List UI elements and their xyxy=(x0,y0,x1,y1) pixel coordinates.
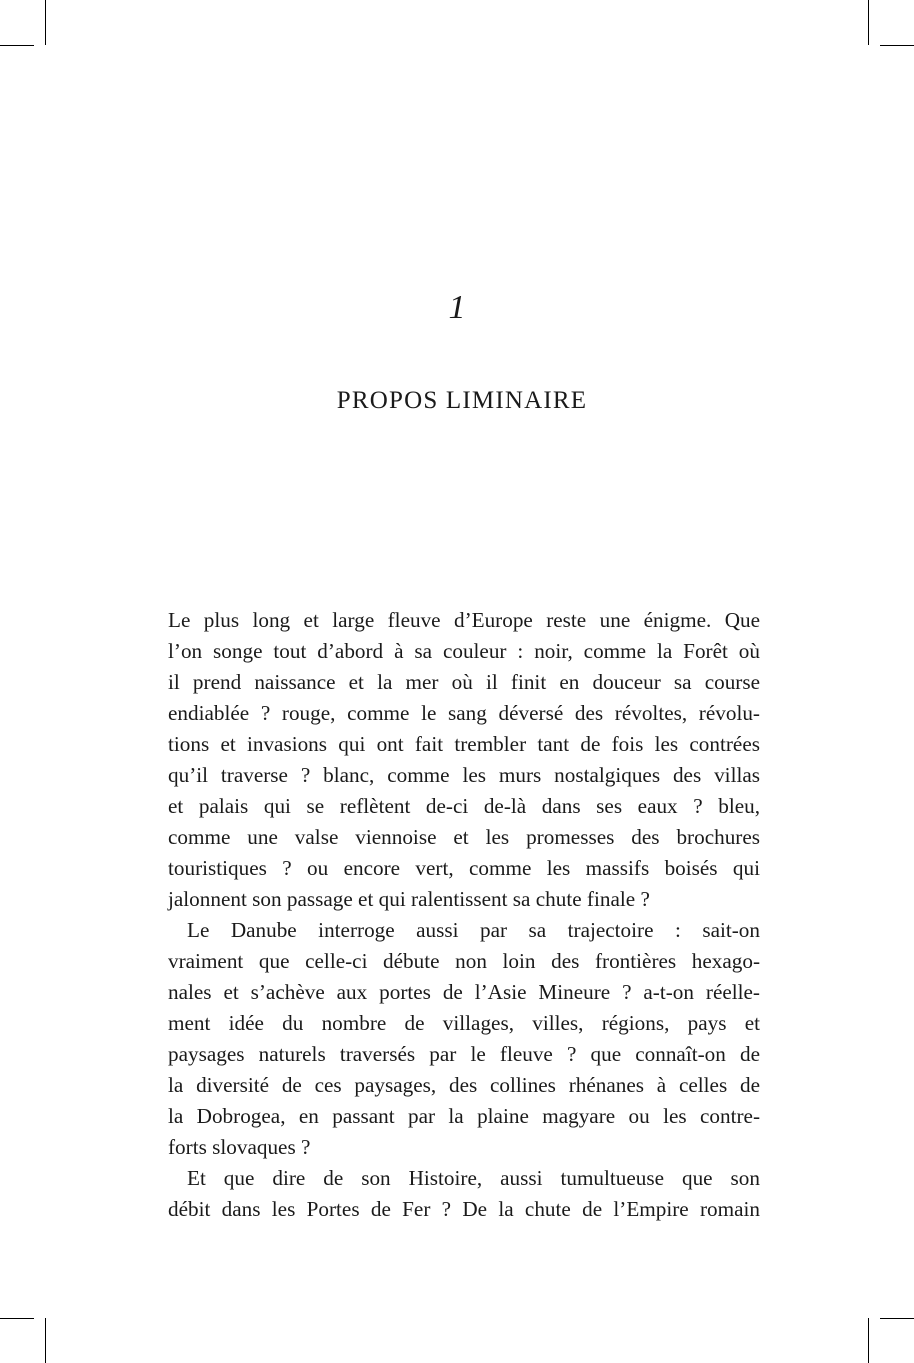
text-line: ment idée du nombre de villages, villes, régions, pays et xyxy=(168,1011,760,1035)
crop-mark-top-right-horizontal xyxy=(880,45,914,46)
text-line: nales et s’achève aux portes de l’Asie Mineure ? a-t-on réelle- xyxy=(168,980,760,1004)
text-line: comme une valse viennoise et les promesses des brochures xyxy=(168,825,760,849)
text-line: Le plus long et large fleuve d’Europe reste une énigme. Que xyxy=(168,608,760,632)
text-line: la Dobrogea, en passant par la plaine magyare ou les contre- xyxy=(168,1104,760,1128)
crop-mark-top-left-vertical xyxy=(45,0,46,45)
text-line: jalonnent son passage et qui ralentissent sa chute finale ? xyxy=(168,887,650,911)
crop-mark-top-right-vertical xyxy=(868,0,869,45)
text-line: touristiques ? ou encore vert, comme les massifs boisés qui xyxy=(168,856,760,880)
text-line: débit dans les Portes de Fer ? De la chute de l’Empire romain xyxy=(168,1197,760,1221)
text-line: tions et invasions qui ont fait trembler tant de fois les contrées xyxy=(168,732,760,756)
text-line: la diversité de ces paysages, des collines rhénanes à celles de xyxy=(168,1073,760,1097)
text-line: paysages naturels traversés par le fleuve ? que connaît-on de xyxy=(168,1042,760,1066)
paragraph xyxy=(168,915,760,1163)
crop-mark-bottom-left-vertical xyxy=(45,1318,46,1363)
text-line: Et que dire de son Histoire, aussi tumultueuse que son xyxy=(187,1166,760,1190)
body-text xyxy=(168,605,760,1225)
chapter-number: 1 xyxy=(448,289,466,326)
text-line: endiablée ? rouge, comme le sang déversé des révoltes, révolu- xyxy=(168,701,760,725)
chapter-title: PROPOS LIMINAIRE xyxy=(336,387,588,414)
text-line: vraiment que celle-ci débute non loin des frontières hexago- xyxy=(168,949,760,973)
text-line: l’on songe tout d’abord à sa couleur : noir, comme la Forêt où xyxy=(168,639,760,663)
crop-mark-top-left-horizontal xyxy=(0,45,34,46)
paragraph xyxy=(168,1163,760,1225)
paragraph xyxy=(168,605,760,915)
crop-mark-bottom-right-horizontal xyxy=(880,1318,914,1319)
text-line: et palais qui se reflètent de-ci de-là dans ses eaux ? bleu, xyxy=(168,794,760,818)
crop-mark-bottom-right-vertical xyxy=(868,1318,869,1363)
text-line: Le Danube interroge aussi par sa trajectoire : sait-on xyxy=(187,918,760,942)
text-line: qu’il traverse ? blanc, comme les murs nostalgiques des villas xyxy=(168,763,760,787)
text-line: forts slovaques ? xyxy=(168,1135,311,1159)
crop-mark-bottom-left-horizontal xyxy=(0,1318,34,1319)
text-line: il prend naissance et la mer où il finit en douceur sa course xyxy=(168,670,760,694)
